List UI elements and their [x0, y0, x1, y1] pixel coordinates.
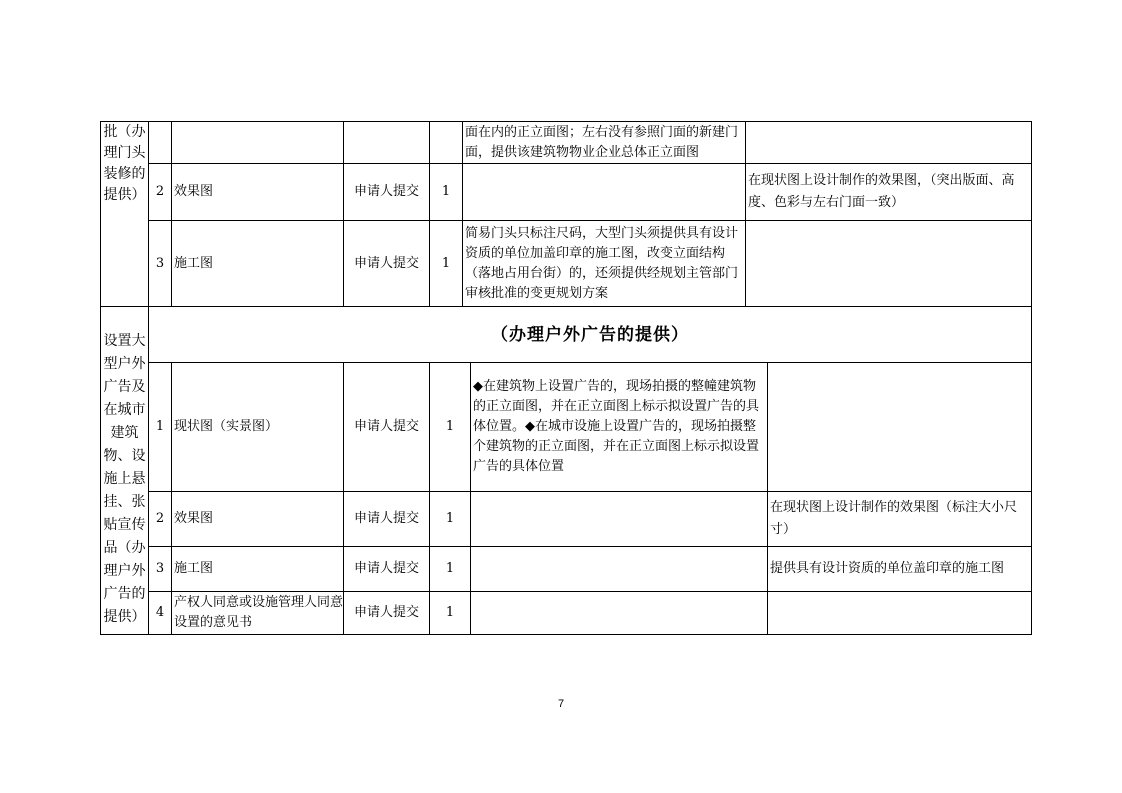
table-cell-copies: 1	[445, 511, 455, 526]
section-title: （办理户外广告的提供）	[491, 324, 689, 345]
table-cell-name: 现状图（实景图）	[174, 419, 279, 434]
table-cell-name: 效果图	[174, 511, 214, 526]
category-cell: 设置大型户外广告及在城市建筑物、设施上悬挂、张贴宣传品（办理户外广告的提供）	[103, 333, 146, 625]
table-cell-copies: 1	[445, 419, 455, 434]
table-cell-no: 3	[155, 255, 165, 271]
table-cell-name: 施工图	[174, 561, 214, 576]
table-cell-remark: 提供具有设计资质的单位盖印章的施工图	[770, 561, 1005, 576]
table-cell-copies: 1	[445, 605, 455, 620]
table-cell-copies: 1	[441, 184, 451, 199]
table-cell-name: 产权人同意或设施管理人同意设置的意见书	[174, 595, 344, 630]
table-cell-no: 3	[155, 561, 165, 576]
table-cell-no: 2	[155, 184, 165, 199]
category-cell: 批（办理门头装修的提供）	[103, 124, 146, 203]
page-number: 7	[557, 698, 565, 710]
table-cell-name: 效果图	[174, 184, 214, 199]
table-cell-requirement: 面在内的正立面图；左右没有参照门面的新建门面，提供该建筑物物业企业总体正立面图	[465, 124, 739, 160]
table-cell-no: 2	[155, 511, 165, 526]
table-border-bottom	[100, 634, 1032, 635]
table-border-right	[1031, 121, 1032, 635]
table-cell-requirement: 简易门头只标注尺码，大型门头须提供具有设计资质的单位加盖印章的施工图，改变立面结构（落地占用台街）的，还须提供经规划主管部门审核批准的变更规划方案	[465, 225, 739, 301]
table-cell-name: 施工图	[174, 255, 214, 271]
table-cell-source: 申请人提交	[353, 255, 419, 271]
table-cell-source: 申请人提交	[353, 561, 419, 576]
table-cell-no: 1	[155, 419, 165, 434]
table-cell-source: 申请人提交	[353, 605, 419, 620]
table-cell-requirement: ◆在建筑物上设置广告的，现场拍摄的整幢建筑物的正立面图，并在正立面图上标示拟设置广告的具体位置。◆在城市设施上设置广告的，现场拍摄整个建筑物的正立面图，并在正立面图上标示拟设置广告的具体位置	[473, 379, 760, 474]
table-cell-copies: 1	[441, 255, 451, 271]
table-cell-remark: 在现状图上设计制作的效果图（标注大小尺寸）	[770, 500, 1018, 537]
table-cell-no: 4	[155, 605, 165, 620]
table-cell-remark: 在现状图上设计制作的效果图，（突出版面、高度、色彩与左右门面一致）	[748, 173, 1015, 210]
table-cell-source: 申请人提交	[353, 511, 419, 526]
table-cell-copies: 1	[445, 561, 455, 576]
table-cell-source: 申请人提交	[353, 184, 419, 199]
table-cell-source: 申请人提交	[353, 419, 419, 434]
